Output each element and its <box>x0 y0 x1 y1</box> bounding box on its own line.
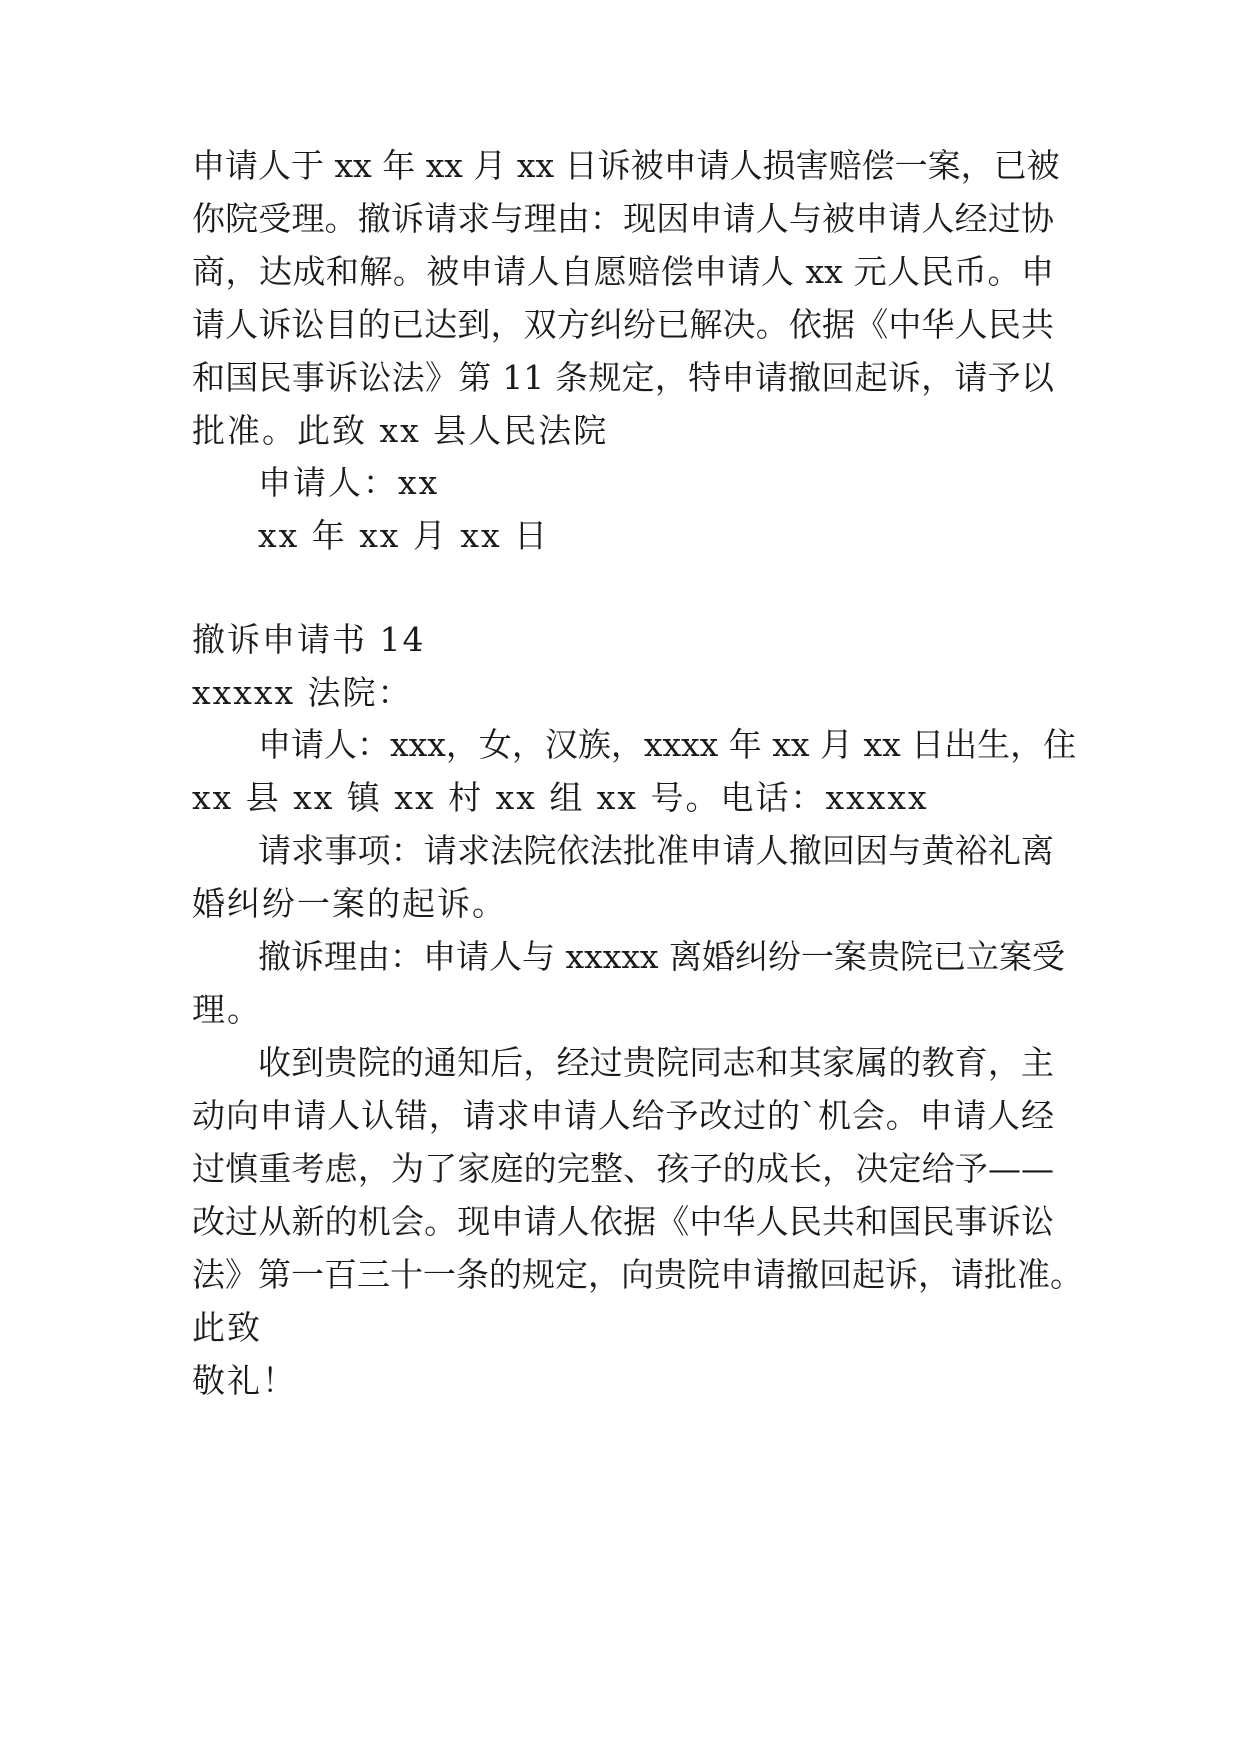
body-line: 此致 <box>192 1308 262 1347</box>
document-title: 撤诉申请书 14 <box>192 620 426 659</box>
body-line: 过慎重考虑，为了家庭的完整、孩子的成长，决定给予—— <box>192 1149 1054 1188</box>
reason-line: 理。 <box>192 990 262 1029</box>
closing-salutation: 敬礼！ <box>192 1361 297 1400</box>
signature-date: xx 年 xx 月 xx 日 <box>258 516 550 555</box>
request-line: 请求事项：请求法院依法批准申请人撤回因与黄裕礼离 <box>258 831 1054 870</box>
paragraph-line: 和国民事诉讼法》第 11 条规定，特申请撤回起诉，请予以 <box>192 358 1054 397</box>
paragraph-line: 请人诉讼目的已达到，双方纠纷已解决。依据《中华人民共 <box>192 305 1054 344</box>
paragraph-line: 商，达成和解。被申请人自愿赔偿申请人 xx 元人民币。申 <box>192 252 1054 291</box>
request-line: 婚纠纷一案的起诉。 <box>192 884 507 923</box>
body-line: 动向申请人认错，请求申请人给予改过的`机会。申请人经 <box>192 1096 1054 1135</box>
reason-line: 撤诉理由：申请人与 xxxxx 离婚纠纷一案贵院已立案受 <box>258 937 1066 976</box>
paragraph-line: 申请人于 xx 年 xx 月 xx 日诉被申请人损害赔偿一案，已被 <box>192 146 1060 185</box>
body-line: 收到贵院的通知后，经过贵院同志和其家属的教育，主 <box>258 1043 1054 1082</box>
paragraph-line: 批准。此致 xx 县人民法院 <box>192 411 609 450</box>
applicant-info-line: xx 县 xx 镇 xx 村 xx 组 xx 号。电话：xxxxx <box>192 778 929 817</box>
body-line: 法》第一百三十一条的规定，向贵院申请撤回起诉，请批准。 <box>192 1255 1083 1294</box>
paragraph-line: 你院受理。撤诉请求与理由：现因申请人与被申请人经过协 <box>192 199 1054 238</box>
applicant-info-line: 申请人：xxx，女，汉族，xxxx 年 xx 月 xx 日出生，住 <box>258 725 1077 764</box>
body-line: 改过从新的机会。现申请人依据《中华人民共和国民事诉讼 <box>192 1202 1054 1241</box>
applicant-signature: 申请人：xx <box>258 463 440 502</box>
addressee: xxxxx 法院： <box>192 673 413 712</box>
